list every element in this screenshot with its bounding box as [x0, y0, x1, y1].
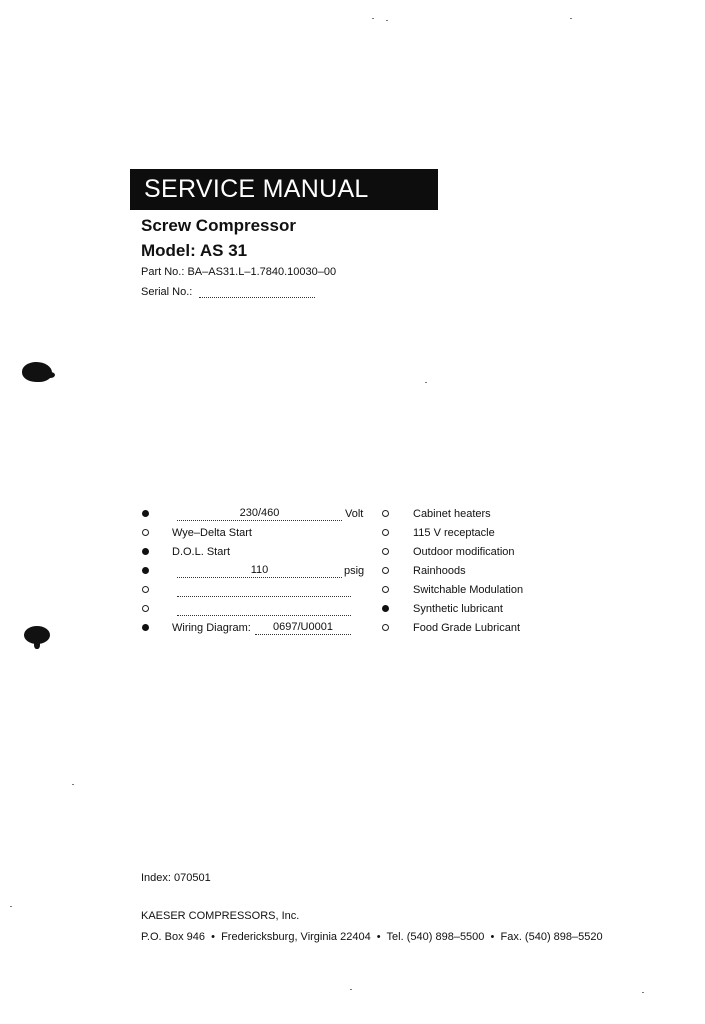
receptacle-label: 115 V receptacle — [413, 527, 495, 539]
company-address: P.O. Box 946 • Fredericksburg, Virginia 22404 • Tel. (540) 898–5500 • Fax. (540) 898–5520 — [141, 931, 603, 943]
food-grade-lubricant-label: Food Grade Lubricant — [413, 622, 521, 634]
banner-title: SERVICE MANUAL — [144, 175, 369, 203]
index-number: Index: 070501 — [141, 872, 211, 884]
outdoor-modification-label: Outdoor modification — [413, 546, 515, 558]
unselected-bullet-icon — [142, 586, 149, 593]
part-number: Part No.: BA–AS31.L–1.7840.10030–00 — [141, 266, 337, 278]
rainhoods-option — [382, 563, 552, 579]
wye-delta-start-label: Wye–Delta Start — [172, 527, 252, 539]
product-type: Screw Compressor — [141, 216, 296, 235]
blank-option-2 — [142, 601, 372, 617]
unselected-bullet-icon — [382, 586, 389, 593]
pressure-field: 110 — [177, 563, 342, 578]
blank-field-1 — [177, 582, 351, 597]
synthetic-lubricant-option — [382, 601, 552, 617]
unselected-bullet-icon — [382, 567, 389, 574]
punch-hole-blot-upper-tail — [46, 372, 55, 378]
rainhoods-label: Rainhoods — [413, 565, 466, 577]
selected-bullet-icon — [142, 567, 149, 574]
scan-speck — [642, 992, 644, 993]
outdoor-modification-option — [382, 544, 552, 560]
unselected-bullet-icon — [382, 548, 389, 555]
switchable-modulation-option — [382, 582, 552, 598]
cabinet-heaters-option — [382, 506, 552, 522]
service-manual-banner — [130, 169, 438, 210]
serial-number-label: Serial No.: — [141, 286, 193, 298]
food-grade-lubricant-option — [382, 620, 552, 636]
scan-speck — [386, 20, 388, 21]
voltage-unit: Volt — [345, 508, 364, 520]
pressure-option — [142, 563, 372, 579]
scan-speck — [425, 382, 427, 383]
company-name: KAESER COMPRESSORS, Inc. — [141, 910, 300, 922]
pressure-unit: psig — [344, 565, 365, 577]
scan-speck — [570, 18, 572, 19]
unselected-bullet-icon — [382, 624, 389, 631]
synthetic-lubricant-label: Synthetic lubricant — [413, 603, 503, 615]
unselected-bullet-icon — [382, 529, 389, 536]
scan-speck — [372, 18, 374, 19]
cabinet-heaters-label: Cabinet heaters — [413, 508, 491, 520]
voltage-field: 230/460 — [177, 506, 342, 521]
blank-field-2 — [177, 601, 351, 616]
wiring-diagram-option — [142, 620, 372, 636]
wye-delta-start-option — [142, 525, 372, 541]
receptacle-option — [382, 525, 552, 541]
selected-bullet-icon — [142, 510, 149, 517]
scan-speck — [72, 784, 74, 785]
unselected-bullet-icon — [142, 605, 149, 612]
blank-option-1 — [142, 582, 372, 598]
voltage-option — [142, 506, 372, 522]
serial-number-field — [199, 297, 315, 298]
dol-start-option — [142, 544, 372, 560]
wiring-diagram-label: Wiring Diagram: — [172, 622, 251, 634]
scan-speck — [350, 989, 352, 990]
punch-hole-blot-lower-tail — [34, 639, 40, 649]
selected-bullet-icon — [142, 548, 149, 555]
selected-bullet-icon — [382, 605, 389, 612]
switchable-modulation-label: Switchable Modulation — [413, 584, 524, 596]
selected-bullet-icon — [142, 624, 149, 631]
wiring-diagram-field: 0697/U0001 — [255, 620, 351, 635]
unselected-bullet-icon — [382, 510, 389, 517]
dol-start-label: D.O.L. Start — [172, 546, 231, 558]
unselected-bullet-icon — [142, 529, 149, 536]
scan-speck — [10, 906, 12, 907]
model-title: Model: AS 31 — [141, 241, 248, 260]
